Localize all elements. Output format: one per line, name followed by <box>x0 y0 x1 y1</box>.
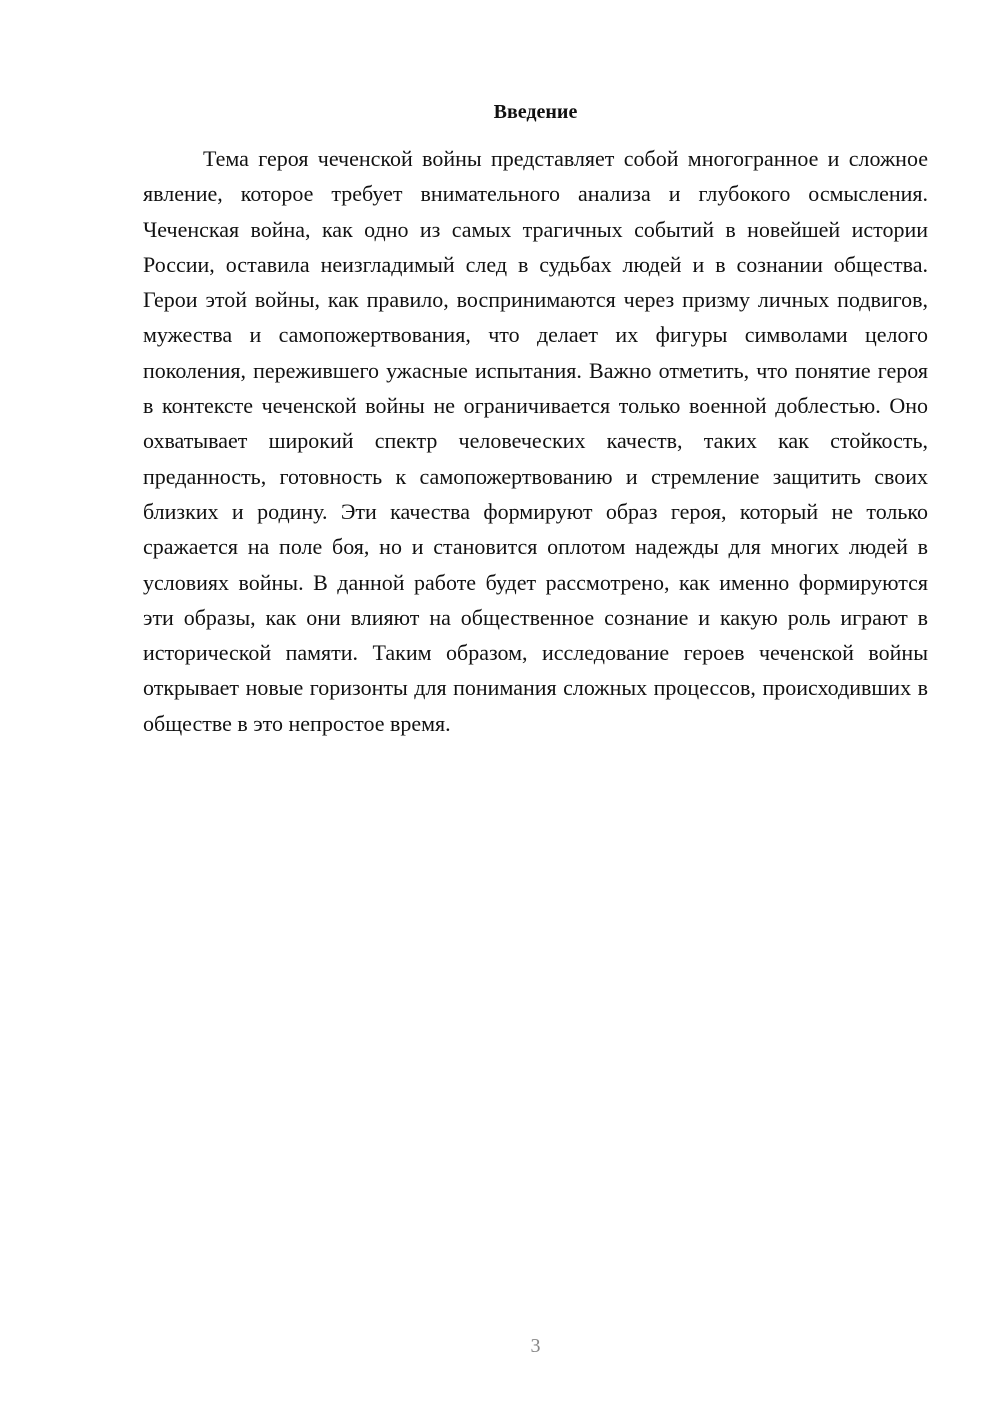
page-number: 3 <box>530 1335 541 1357</box>
section-heading: Введение <box>493 101 578 123</box>
body-paragraph: Тема героя чеченской войны представляет собой многогранное и сложное явление, которое требует внимательного анализа и глубокого осмысления. Чеченская война, как одно из самых трагичных событий в новейшей истории России, оставила неизгладимый след в судьбах людей и в сознании общества. Герои этой войны, как правило, воспринимаются через призму личных подвигов, мужества и самопожертвования, что делает их фигуры символами целого поколения, пережившего ужасные испытания. Важно отметить, что понятие героя в контексте чеченской войны не ограничивается только военной доблестью. Оно охватывает широкий спектр человеческих качеств, таких как стойкость, преданность, готовность к самопожертвованию и стремление защитить своих близких и родину. Эти качества формируют образ героя, который не только сражается на поле боя, но и становится оплотом надежды для многих людей в условиях войны. В данной работе будет рассмотрено, как именно формируются эти образы, как они влияют на общественное сознание и какую роль играют в исторической памяти. Таким образом, исследование героев чеченской войны открывает новые горизонты для понимания сложных процессов, происходивших в обществе в это непростое время. <box>143 146 928 736</box>
